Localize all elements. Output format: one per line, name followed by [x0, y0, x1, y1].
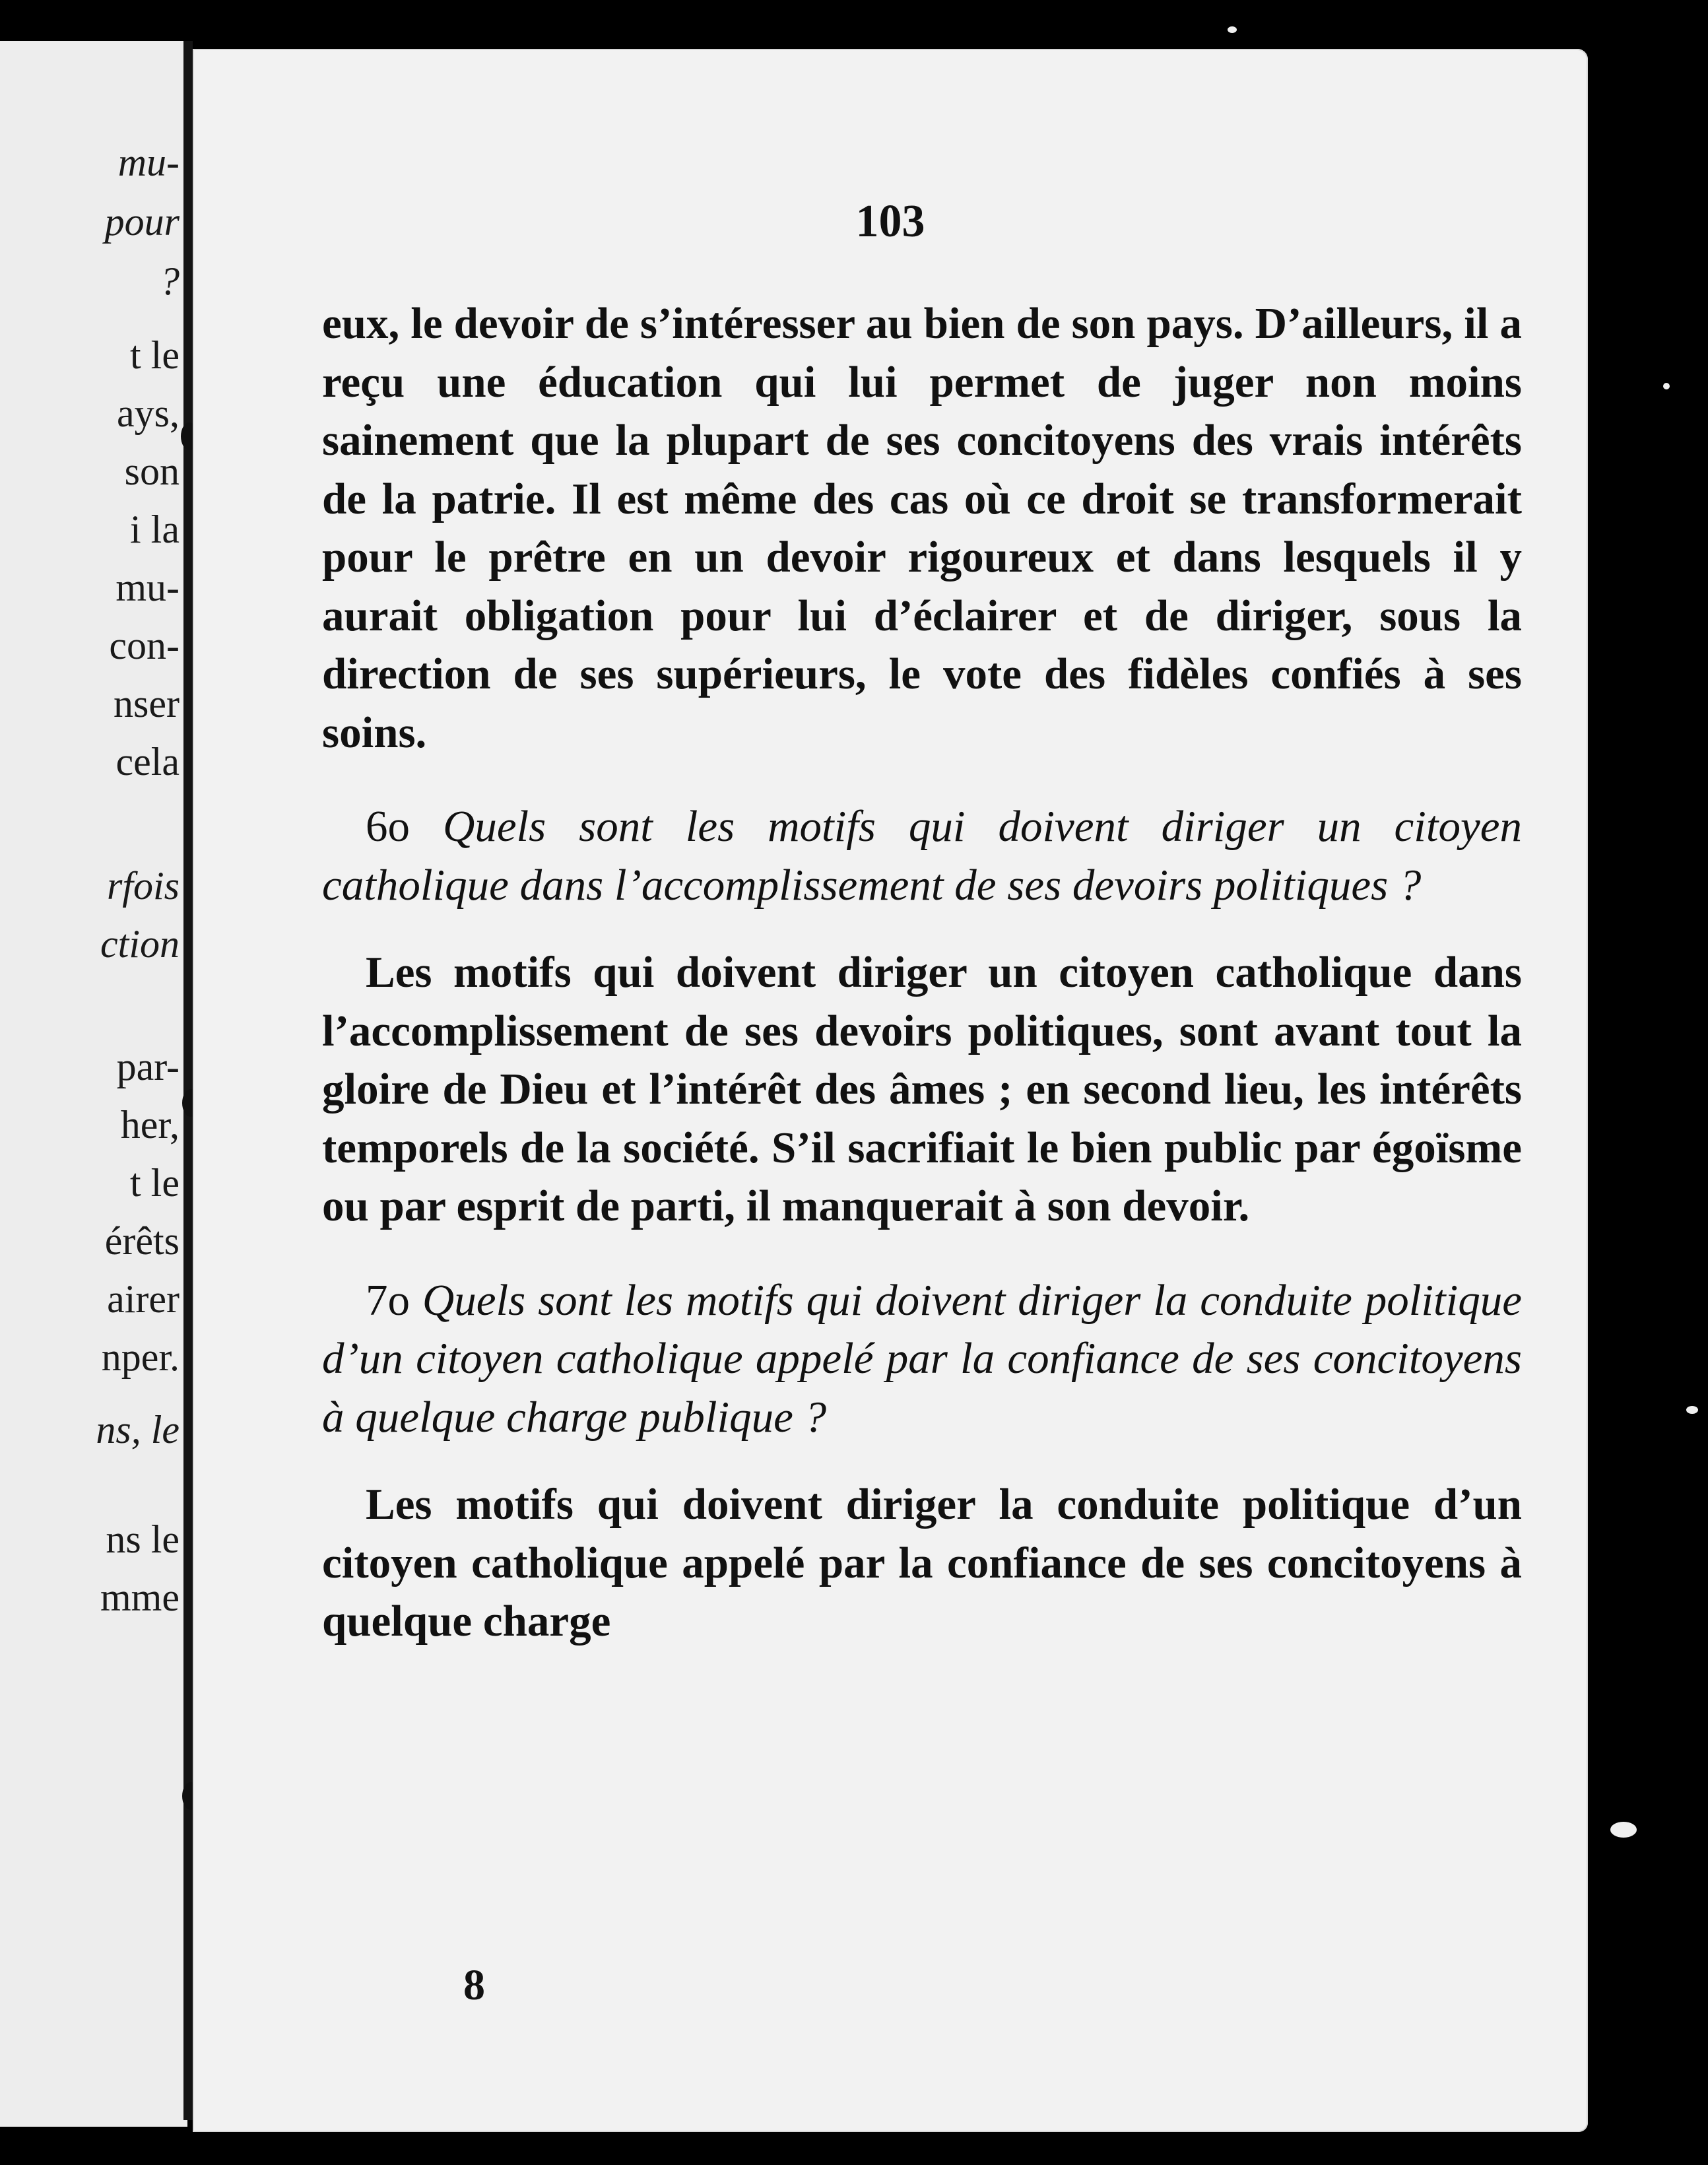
left-text-fragment: mme [100, 1576, 180, 1619]
signature-mark: 8 [463, 1961, 485, 2009]
left-text-fragment: rfois [106, 864, 180, 908]
left-text-fragment: ction [100, 922, 180, 966]
question-7 [322, 1271, 1522, 1447]
left-text-fragment: mu- [115, 566, 180, 609]
answer-6: Les motifs qui doivent diriger un citoyen catholique dans l’accomplissement de ses devoirs politiques, sont avant tout la gloire de Dieu et l’intérêt des âmes ; en second lieu, les intérêts temporels de la société. S’il sacrifiait le bien public par égoïsme ou par esprit de parti, il manquerait à son devoir. [322, 948, 1522, 1230]
scan-dust-speck [1610, 1822, 1637, 1838]
left-text-fragment: ns, le [96, 1408, 180, 1451]
question-6 [322, 797, 1522, 914]
right-page [193, 49, 1588, 2132]
paragraph-continuation: eux, le devoir de s’intéresser au bien de son pays. D’ailleurs, il a reçu une éducation qui lui permet de juger non moins sainement que la plupart de ses concitoyens des vrais intérêts de la patrie. Il est même des cas où ce droit se transformerait pour le prêtre en un devoir rigoureux et dans lesquels il y aurait obligation pour lui d’éclairer et de diriger, sous la direction de ses supérieurs, le vote des fidèles confiés à ses soins. [322, 299, 1522, 757]
left-text-fragment: nper. [101, 1335, 180, 1379]
question-text: Quels sont les motifs qui doivent diriger un citoyen catholique dans l’accomplissement de ses devoirs politiques ? [322, 802, 1523, 910]
left-text-fragment: her, [120, 1103, 180, 1147]
left-text-fragment: ns le [106, 1517, 180, 1561]
left-text-fragment: airer [107, 1277, 180, 1321]
answer-7: Les motifs qui doivent diriger la conduite politique d’un citoyen catholique appelé par la confiance de ses concitoyens à quelque charge [322, 1480, 1522, 1646]
page-number: 103 [855, 196, 925, 247]
left-text-fragment: i la [130, 508, 180, 551]
left-page-fragment [0, 41, 187, 2127]
left-text-fragment: con- [109, 624, 180, 667]
left-text-fragment: cela [115, 740, 180, 783]
scan-dust-speck [1228, 26, 1237, 33]
left-text-fragment: ? [160, 259, 180, 303]
left-text-fragment: t le [130, 1161, 180, 1205]
left-text-fragment: érêts [104, 1219, 180, 1263]
page-content [322, 294, 1522, 1651]
left-text-fragment: par- [116, 1045, 180, 1088]
left-text-fragment: mu- [117, 141, 180, 184]
left-text-fragment: ays, [117, 391, 180, 435]
scan-dust-speck [1686, 1406, 1698, 1414]
left-text-fragment: pour [104, 200, 180, 244]
left-text-fragment: t le [130, 333, 180, 377]
question-number: 6o [366, 802, 410, 851]
question-number: 7o [366, 1275, 410, 1325]
left-text-fragment: nser [114, 682, 180, 725]
scan-dust-speck [1663, 383, 1670, 389]
question-text: Quels sont les motifs qui doivent diriger la conduite politique d’un citoyen catholique appelé par la confiance de ses concitoyens à quelque charge publique ? [322, 1275, 1523, 1442]
left-text-fragment: son [124, 450, 180, 493]
